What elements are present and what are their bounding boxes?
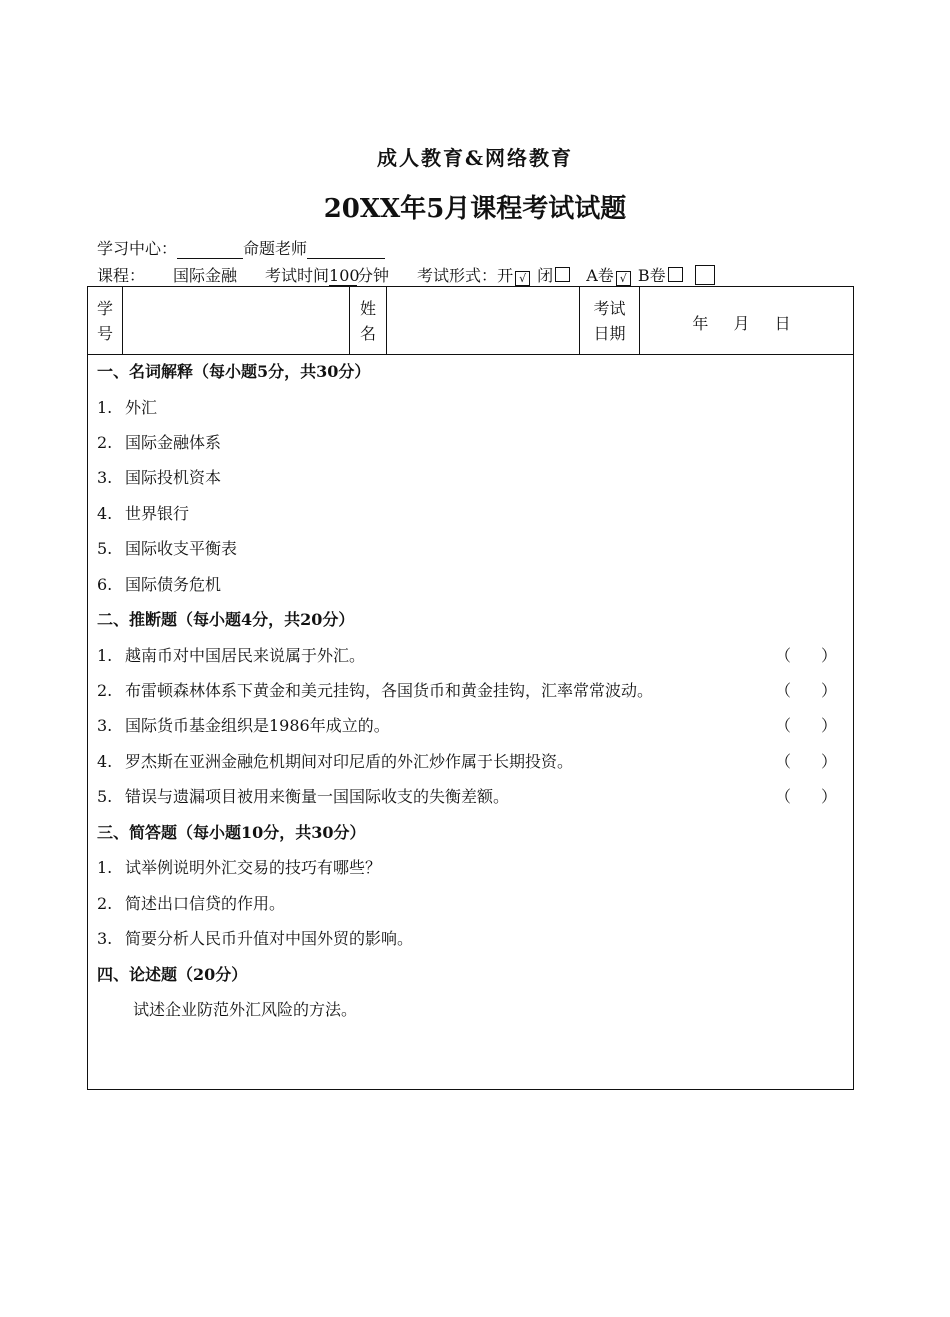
answer-parentheses[interactable]: （ ） <box>775 787 838 806</box>
student-info-row <box>88 287 853 355</box>
exam-table <box>87 286 854 1090</box>
meta-line-2 <box>97 263 715 287</box>
paper-a-label: A卷 <box>586 266 614 285</box>
student-id-label-1: 学 <box>96 299 113 318</box>
closed-book-label: 闭 <box>537 266 554 285</box>
exam-title: 20XX年5月课程考试试题 <box>323 194 627 224</box>
section-2-title: 二、推断题（每小题4分，共20分） <box>97 610 355 629</box>
exam-time-label: 考试时间 <box>265 266 330 285</box>
exam-date-field[interactable] <box>640 287 853 354</box>
answer-parentheses[interactable]: （ ） <box>775 681 838 700</box>
paper-b-label: B卷 <box>637 266 666 285</box>
exam-date-label-1: 考试 <box>593 299 626 318</box>
student-id-label-2: 号 <box>96 324 113 343</box>
list-item: 4. 世界银行 <box>97 504 190 523</box>
exam-date-label-cell <box>580 287 639 354</box>
exam-form-label: 考试形式： <box>417 266 498 285</box>
student-id-field[interactable] <box>123 287 349 354</box>
student-id-label-cell <box>88 287 122 354</box>
org-heading: 成人教育&网络教育 <box>376 146 574 170</box>
name-label-1: 姓 <box>359 299 376 318</box>
list-item: 3. 国际货币基金组织是1986年成立的。 <box>97 716 390 735</box>
study-center-label: 学习中心： <box>97 239 178 258</box>
name-label-cell <box>350 287 386 354</box>
course-label: 课程： <box>97 266 146 285</box>
list-item: 5. 国际收支平衡表 <box>97 539 238 558</box>
list-item: 3. 国际投机资本 <box>97 468 222 487</box>
study-center-blank <box>177 242 243 259</box>
list-item: 6. 国际债务危机 <box>97 575 222 594</box>
exam-date-label-2: 日期 <box>593 324 626 343</box>
course-value: 国际金融 <box>145 263 265 287</box>
answer-box[interactable] <box>695 265 715 285</box>
section-1-title: 一、名词解释（每小题5分，共30分） <box>97 362 371 381</box>
exam-date-value: 年 月 日 <box>692 314 801 333</box>
open-book-label: 开 <box>497 266 514 285</box>
list-item: 1. 越南币对中国居民来说属于外汇。 <box>97 646 366 665</box>
open-book-checkbox[interactable]: √ <box>515 271 530 286</box>
list-item: 2. 国际金融体系 <box>97 433 222 452</box>
name-label-2: 名 <box>359 324 376 343</box>
meta-line-1 <box>97 236 385 259</box>
teacher-label: 命题老师 <box>243 239 308 258</box>
exam-time-unit: 分钟 <box>357 266 390 285</box>
answer-parentheses[interactable]: （ ） <box>775 752 838 771</box>
exam-time-value: 100 <box>329 266 360 285</box>
list-item: 4. 罗杰斯在亚洲金融危机期间对印尼盾的外汇炒作属于长期投资。 <box>97 752 574 771</box>
answer-parentheses[interactable]: （ ） <box>775 716 838 735</box>
list-item: 2. 简述出口信贷的作用。 <box>97 894 286 913</box>
name-field[interactable] <box>387 287 579 354</box>
list-item: 2. 布雷顿森林体系下黄金和美元挂钩，各国货币和黄金挂钩，汇率常常波动。 <box>97 681 654 700</box>
paper-b-checkbox[interactable] <box>668 267 683 282</box>
teacher-blank <box>307 242 385 259</box>
section-4-title: 四、论述题（20分） <box>97 965 248 984</box>
list-item: 5. 错误与遗漏项目被用来衡量一国国际收支的失衡差额。 <box>97 787 510 806</box>
list-item: 3. 简要分析人民币升值对中国外贸的影响。 <box>97 929 414 948</box>
list-item: 1. 试举例说明外汇交易的技巧有哪些？ <box>97 858 382 877</box>
section-3-title: 三、简答题（每小题10分，共30分） <box>97 823 366 842</box>
paper-a-checkbox[interactable]: √ <box>616 271 631 286</box>
essay-question: 试述企业防范外汇风险的方法。 <box>133 1000 358 1019</box>
list-item: 1. 外汇 <box>97 398 158 417</box>
closed-book-checkbox[interactable] <box>555 267 570 282</box>
answer-parentheses[interactable]: （ ） <box>775 646 838 665</box>
